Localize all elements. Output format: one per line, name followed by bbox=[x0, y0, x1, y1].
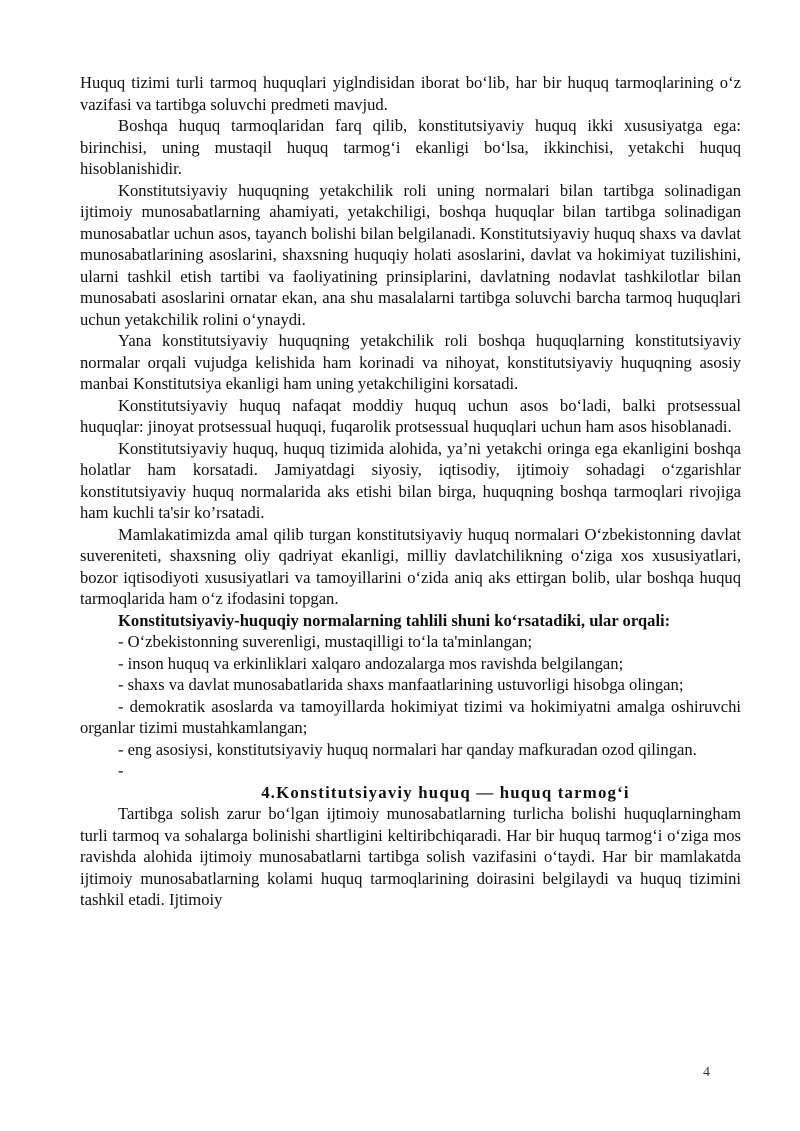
paragraph-leading-role: Konstitutsiyaviy huquqning yetakchilik roli uning normalari bilan tartibga solinadigan ijtimoiy munosabatlarning ahamiyati, yetakchiligi, boshqa huquqlar bilan tartibga solinadigan munosabatlar uchun asos, tayanch bolishi bilan belgilanadi. Konstitutsiyaviy huquq shaxs va davlat munosabatlarining asoslarini, shaxsning huquqiy holati asoslarini, davlat va hokimiyat tuzilishini, ularni tashkil etish tartibi va faoliyatining prinsiplarini, davlatning nodavlat tashkilotlar bilan munosabati asoslarini ornatar ekan, ana shu masalalarni tartibga soluvchi barcha tarmoq huquqlari uchun yetakchilik rolini o‘ynaydi. bbox=[80, 180, 741, 329]
list-item: - shaxs va davlat munosabatlarida shaxs manfaatlarining ustuvorligi hisobga olingan; bbox=[118, 675, 684, 694]
list-item: - O‘zbekistonning suverenligi, mustaqilligi to‘la ta'minlangan; bbox=[118, 632, 533, 651]
page-number: 4 bbox=[703, 1065, 710, 1080]
paragraph-branches: Tartibga solish zarur bo‘lgan ijtimoiy munosabatlarning turlicha bolishi huquqlarningham turli tarmoq va sohalarga bolinishi shartligini keltiribchiqaradi. Har bir huquq tarmog‘i o‘ziga mos ravishda alohida ijtimoiy munosabatlarni tartibga solish vazifasini o‘taydi. Har bir mamlakatda ijtimoiy munosabatlarning kolami huquq tarmoqlarining doirasini belgilaydi va huquq tizimini tashkil etadi. Ijtimoiy bbox=[80, 804, 741, 909]
paragraph-legal-system: Huquq tizimi turli tarmoq huquqlari yiglndisidan iborat bo‘lib, har bir huquq tarmoqlarining o‘z vazifasi va tartibga soluvchi predmeti mavjud. bbox=[80, 73, 741, 114]
list-item: - demokratik asoslarda va tamoyillarda hokimiyat tizimi va hokimiyatni amalga oshiruvchi organlar tizimi mustahkamlangan; bbox=[80, 696, 741, 737]
paragraph-special-place: Konstitutsiyaviy huquq, huquq tizimida alohida, ya’ni yetakchi oringa ega ekanligini boshqa holatlar ham korsatadi. Jamiyatdagi siyosiy, iqtisodiy, ijtimoiy sohadagi o‘zgarishlar konstitutsiyaviy huquq normalarida aks etishi bilan birga, huquqning boshqa tarmoqlari rivojiga ham kuchli ta'sir ko’rsatadi. bbox=[80, 438, 741, 522]
paragraph-constitution-source: Yana konstitutsiyaviy huquqning yetakchilik roli boshqa huquqlarning konstitutsiyaviy normalar orqali vujudga kelishida ham korinadi va nihoyat, konstitutsiyaviy huquqning asosiy manbai Konstitutsiya ekanligi ham uning yetakchiligini korsatadi. bbox=[80, 331, 741, 393]
paragraph-procedural-law: Konstitutsiyaviy huquq nafaqat moddiy huquq uchun asos bo‘ladi, balki protsessual huquqlar: jinoyat protsessual huquqi, fuqarolik protsessual huquqlari uchun ham asos hisoblanadi. bbox=[80, 395, 741, 436]
section-heading: 4.Konstitutsiyaviy huquq — huquq tarmog‘i bbox=[261, 782, 630, 802]
document-page bbox=[80, 72, 741, 911]
paragraph-two-features: Boshqa huquq tarmoqlaridan farq qilib, konstitutsiyaviy huquq ikki xususiyatga ega: birinchisi, uning mustaqil huquq tarmog‘i ekanligi bo‘lsa, ikkinchisi, yetakchi huquq hisoblanishidir. bbox=[80, 116, 741, 178]
list-item: - inson huquq va erkinliklari xalqaro andozalarga mos ravishda belgilangan; bbox=[118, 653, 624, 673]
analysis-intro: Konstitutsiyaviy-huquqiy normalarning tahlili shuni ko‘rsatadiki, ular orqali: bbox=[118, 610, 671, 630]
paragraph-national-norms: Mamlakatimizda amal qilib turgan konstitutsiyaviy huquq normalari O‘zbekistonning davlat suvereniteti, shaxsning oliy qadriyat ekanligi, milliy davlatchilikning o‘ziga xos xususiyatlari, bozor iqtisodiyoti xususiyatlari va tamoyillarini o‘zida aniq aks ettirgan bolib, ular boshqa huquq tarmoqlarida ham o‘z ifodasini topgan. bbox=[80, 524, 741, 608]
list-item: - eng asosiysi, konstitutsiyaviy huquq normalari har qanday mafkuradan ozod qilingan. bbox=[118, 739, 697, 759]
empty-list-dash: - bbox=[118, 761, 124, 780]
